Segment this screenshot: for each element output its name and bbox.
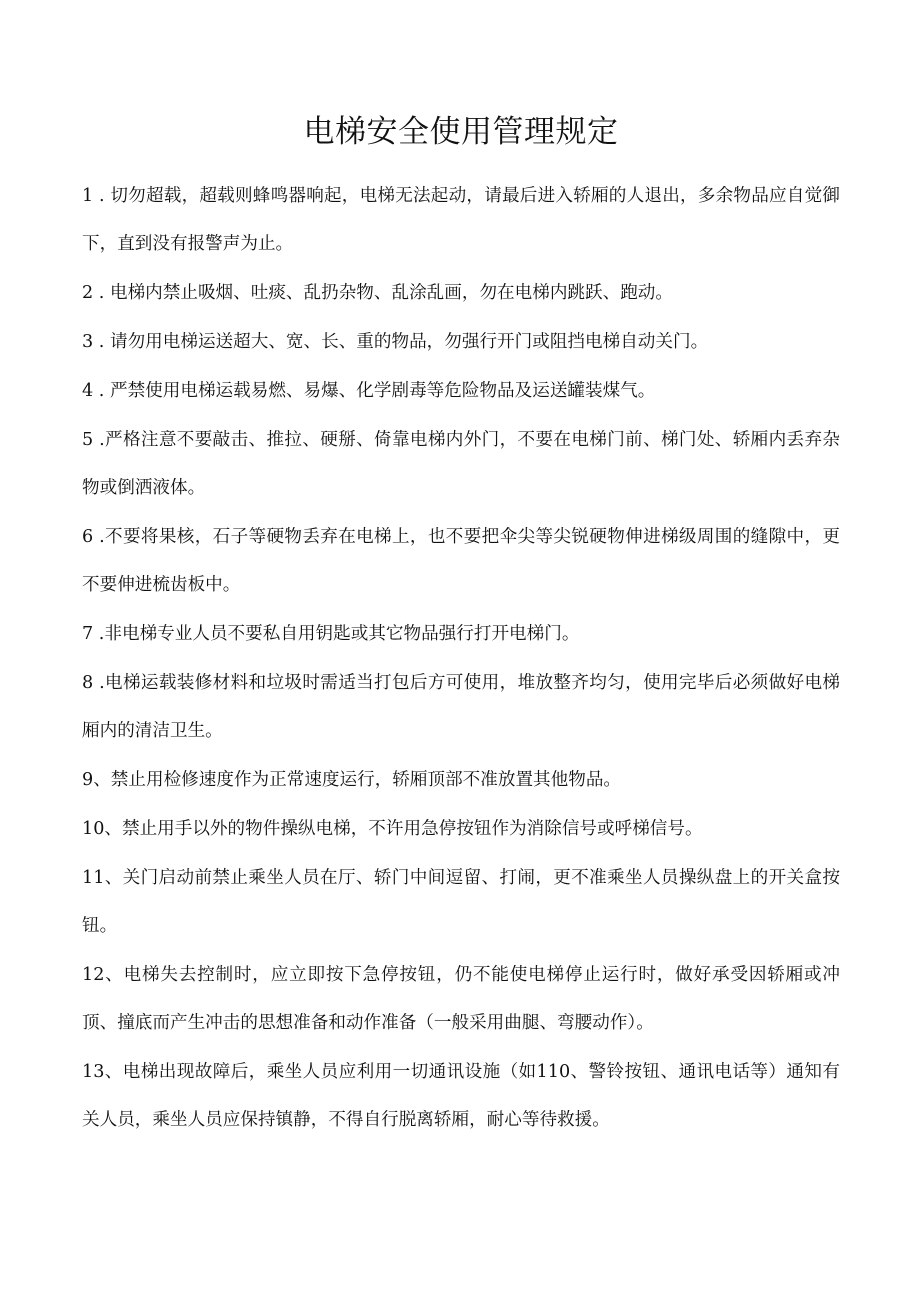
rule-item-7: 7 .非电梯专业人员不要私自用钥匙或其它物品强行打开电梯门。 bbox=[82, 624, 580, 644]
rule-item-1: 1 . 切勿超载，超载则蜂鸣器响起，电梯无法起动，请最后进入轿厢的人退出，多余物品应自觉御下，直到没有报警声为止。 bbox=[82, 186, 840, 254]
rule-item-12: 12、电梯失去控制时，应立即按下急停按钮，仍不能使电梯停止运行时，做好承受因轿厢或冲顶、撞底而产生冲击的思想准备和动作准备（一般采用曲腿、弯腰动作）。 bbox=[82, 965, 840, 1033]
rule-item-11: 11、关门启动前禁止乘坐人员在厅、轿门中间逗留、打闹，更不准乘坐人员操纵盘上的开关盒按钮。 bbox=[82, 868, 840, 936]
rule-list bbox=[82, 172, 840, 1144]
rule-item-10: 10、禁止用手以外的物件操纵电梯，不许用急停按钮作为消除信号或呼梯信号。 bbox=[82, 819, 703, 839]
rule-item-3: 3 . 请勿用电梯运送超大、宽、长、重的物品，勿强行开门或阻挡电梯自动关门。 bbox=[82, 332, 709, 352]
rule-item-2: 2 . 电梯内禁止吸烟、吐痰、乱扔杂物、乱涂乱画，勿在电梯内跳跃、跑动。 bbox=[82, 283, 673, 303]
rule-item-6: 6 .不要将果核，石子等硬物丢弃在电梯上，也不要把伞尖等尖锐硬物伸进梯级周围的缝隙中，更不要伸进梳齿板中。 bbox=[82, 527, 840, 595]
rule-item-4: 4 . 严禁使用电梯运载易燃、易爆、化学剧毒等危险物品及运送罐装煤气。 bbox=[82, 381, 656, 401]
rule-item-13: 13、电梯出现故障后，乘坐人员应利用一切通讯设施（如110、警铃按钮、通讯电话等）通知有关人员，乘坐人员应保持镇静，不得自行脱离轿厢，耐心等待救援。 bbox=[82, 1062, 840, 1130]
rule-item-9: 9、禁止用检修速度作为正常速度运行，轿厢顶部不准放置其他物品。 bbox=[82, 770, 622, 790]
document-title: 电梯安全使用管理规定 bbox=[303, 114, 619, 150]
document-page bbox=[82, 108, 840, 1145]
rule-item-5: 5 .严格注意不要敲击、推拉、硬掰、倚靠电梯内外门，不要在电梯门前、梯门处、轿厢内丢弃杂物或倒洒液体。 bbox=[82, 430, 840, 498]
rule-item-8: 8 .电梯运载装修材料和垃圾时需适当打包后方可使用，堆放整齐均匀，使用完毕后必须做好电梯厢内的清洁卫生。 bbox=[82, 673, 840, 741]
